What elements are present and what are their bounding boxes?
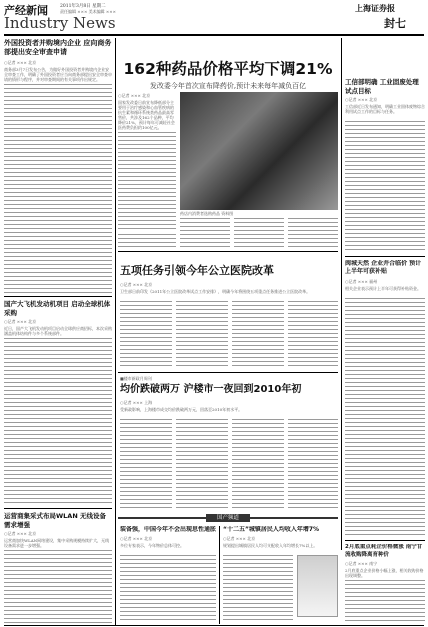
story1-title — [4, 39, 112, 57]
middle-body-col2 — [176, 301, 228, 369]
section-title-cn: 产经新闻 — [4, 4, 48, 17]
middle-byline: ○记者 ××× 北京 — [120, 282, 153, 287]
lead-photo-caption: 药店内消费者选购药品 资料图 — [180, 211, 234, 216]
lead-body: 国家发改委日前宣布降低部分主要用于治疗感染和心血管疾病的抗生素和循环系统类药品最高零售价，共涉及162个品种，平均降价21%，预计每年可减轻社会医药费负担约100亿元。 — [118, 100, 175, 130]
right-bottom-title — [345, 544, 425, 559]
page-bottom-rule — [4, 625, 424, 626]
bottom-story-b-byline: ○记者 ××× 北京 — [223, 536, 256, 541]
right-divider-1 — [345, 256, 425, 257]
bottom-story-a-body: 多位专家表示，今年物价总体可控。 — [120, 543, 184, 548]
bottom-story-b-chart — [297, 555, 338, 617]
story2-body-columns — [4, 338, 112, 506]
bottom-divider — [219, 526, 220, 624]
right-byline2: ○记者 ××× 福州 — [345, 279, 378, 284]
story1-body: 商务部3月7日发布公告，为做好外国投资者并购境内企业安全审查工作，明确了外国投资者应当向商务部提出安全审查申请的情形与程序，并对审查期间的有关事项作出规定。 — [4, 67, 112, 82]
story3-body-columns — [4, 550, 112, 624]
property-byline: ○记者 ××× 上海 — [120, 400, 153, 405]
banner-label: 国产频道 — [206, 514, 250, 522]
lead-body-col4 — [288, 218, 338, 248]
property-kicker: ■楼市新政月周刊 — [120, 376, 152, 381]
column-rule-left — [115, 38, 116, 625]
left-divider-1 — [4, 296, 112, 297]
bottom-banner — [118, 514, 338, 522]
left-divider-2 — [4, 508, 112, 509]
lead-photo — [180, 92, 338, 210]
lead-subhead: 发改委今年首次宣布降药价,预计未来每年减负百亿 — [149, 82, 307, 90]
lead-headline: 162种药品价格平均下调21% — [123, 60, 333, 78]
bottom-story-b-body: 规划提出城镇居民人均可支配收入年均增长7%以上。 — [223, 543, 318, 548]
middle-body-col4 — [288, 301, 338, 369]
right-title1-text: 工信部明确 工业固废处理试点目标 — [345, 78, 419, 95]
right-bottom-columns — [345, 580, 425, 624]
right-divider-2 — [345, 540, 425, 541]
lead-body-col2 — [180, 218, 230, 248]
editor-line: 责任编辑 ××× 美术编辑 ××× — [60, 9, 116, 14]
lead-body-col3 — [234, 218, 284, 248]
right-title2 — [345, 260, 425, 276]
bottom-story-a-byline: ○记者 ××× 北京 — [120, 536, 153, 541]
right-body1-columns — [345, 121, 425, 253]
story1-byline: ○记者 ××× 北京 — [4, 60, 37, 65]
lead-byline: ○记者 ××× 北京 — [118, 93, 151, 98]
property-rule-top — [118, 372, 338, 373]
right-body1: 工信部近日发布通知，明确工业固体废物综合利用试点工作的目标与任务。 — [345, 104, 425, 114]
column-rule-right — [341, 38, 342, 550]
story2-title — [4, 300, 112, 317]
right-title2-text: 闽城天然 企业并合临价 预计上半年可获补贴 — [345, 260, 422, 275]
lead-body-col1 — [118, 132, 176, 232]
middle-body-col3 — [232, 301, 284, 369]
story3-byline: ○记者 ××× 北京 — [4, 531, 37, 536]
right-bottom-title-text: 2月底重点耗企价格微涨 南宁甘流收购降离育种价 — [345, 544, 423, 558]
story3-title-text: 运营商集采式布局WLAN 无线设备需求增强 — [4, 512, 107, 529]
bottom-story-a-title: 装备强，中国今年不会出现思性通胀 — [120, 526, 216, 533]
property-headline: 均价跌破两万 沪楼市一夜回到2010年初 — [120, 384, 302, 395]
lead-body-col1b — [118, 234, 176, 248]
middle-headline: 五项任务引领今年公立医院改革 — [120, 264, 274, 277]
paper-name: 上海证券报 — [355, 3, 395, 13]
right-body2-columns — [345, 298, 425, 538]
date-line: 2011年3月8日 星期二 — [60, 4, 106, 9]
story3-title — [4, 512, 112, 529]
masthead-rule — [4, 34, 424, 36]
story2-byline: ○记者 ××× 北京 — [4, 319, 37, 324]
property-body-col1 — [120, 419, 172, 511]
middle-rule-top — [118, 251, 338, 252]
right-byline1: ○记者 ××× 北京 — [345, 97, 378, 102]
right-title1 — [345, 78, 425, 95]
middle-body: 卫生部日前印发《2011年公立医院改革试点工作安排》，明确今年将围绕五项重点任务推进公立医院改革。 — [120, 289, 311, 294]
right-bottom-body: 2月底重点企业价格小幅上涨，相关收购价格出现调整。 — [345, 568, 424, 578]
right-body2: 相关企业表示预计上半年可获得补贴资金。 — [345, 286, 421, 291]
story3-body: 运营商加快WLAN网络建设，集中采购规模持续扩大，无线设备需求进一步增强。 — [4, 538, 110, 548]
property-body-col2 — [176, 419, 228, 511]
middle-body-col1 — [120, 301, 172, 369]
story1-title-text: 外国投资者并购境内企业 应向商务部提出安全审查申请 — [4, 39, 112, 56]
bottom-story-b-columns — [223, 555, 293, 623]
bottom-story-a-columns — [120, 555, 216, 623]
story2-body: 近日，国产大飞机发动机项目启动全球供应商招标，本次采购涵盖机体结构件与多个系统部件。 — [4, 326, 112, 336]
story2-title-text: 国产大飞机发动机项目 启动全球机体采购 — [4, 300, 111, 317]
property-body-col4 — [288, 419, 338, 511]
section-title-en: Industry News — [4, 14, 116, 32]
page-label: 封七 — [384, 17, 406, 30]
story1-body-columns — [4, 84, 112, 294]
property-body-col3 — [232, 419, 284, 511]
bottom-story-b-title: “十二五”城镇居民人均收入年增7% — [223, 526, 320, 533]
right-bottom-byline: ○记者 ××× 南宁 — [345, 561, 378, 566]
property-body: 受新政影响，上海楼市成交均价跌破两万元，回落至2010年初水平。 — [120, 407, 243, 412]
